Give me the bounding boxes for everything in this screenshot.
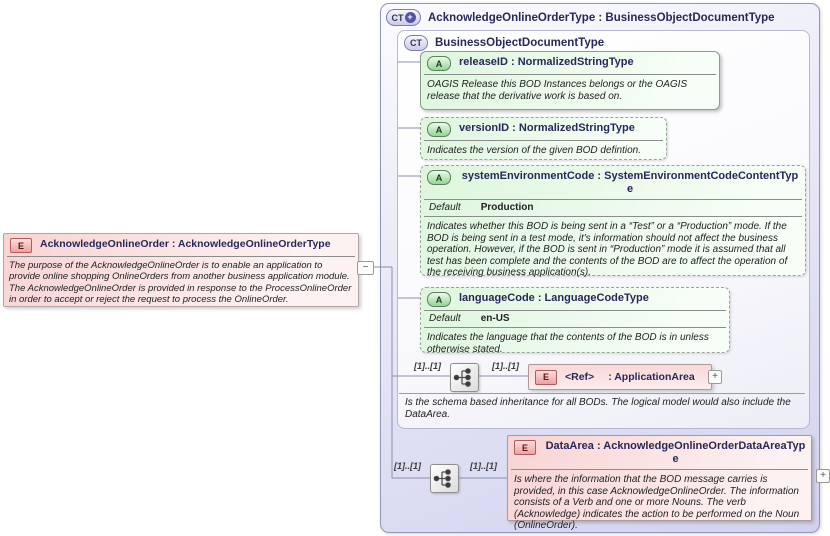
attribute-icon: A — [427, 170, 451, 185]
attribute-annotation: Indicates the language that the contents of the BOD is in unless otherwise stated. — [427, 332, 709, 355]
default-label: Default — [429, 313, 461, 324]
attribute-box-releaseID — [420, 51, 720, 110]
attribute-title: languageCode : LanguageCodeType — [459, 292, 649, 304]
default-label: Default — [429, 202, 461, 213]
attribute-box-languageCode — [420, 287, 730, 353]
derived-plus-icon: + — [405, 12, 416, 23]
attribute-annotation: OAGIS Release this BOD Instances belongs or the OAGIS release that the derivative work is based on. — [427, 79, 688, 102]
divider — [424, 310, 726, 311]
attribute-box-versionID — [420, 117, 667, 160]
cardinality-label: [1]..[1] — [470, 461, 497, 471]
base-type-title: BusinessObjectDocumentType — [435, 37, 605, 49]
attribute-annotation: Indicates the version of the given BOD defintion. — [427, 145, 642, 156]
data-area-element-box — [507, 435, 812, 531]
root-element-box — [3, 233, 359, 307]
cardinality-label: [1]..[1] — [414, 361, 441, 371]
attribute-icon: A — [427, 292, 451, 307]
divider — [424, 327, 726, 328]
default-value: Production — [480, 202, 534, 213]
element-icon: E — [535, 370, 557, 385]
collapse-toggle[interactable]: − — [357, 261, 374, 275]
attribute-icon: A — [427, 56, 451, 71]
attribute-title: releaseID : NormalizedStringType — [459, 56, 634, 68]
element-ref-name: <Ref> — [565, 371, 595, 383]
root-element-title: AcknowledgeOnlineOrder : AcknowledgeOnlineOrderType — [40, 238, 331, 250]
cardinality-label: [1]..[1] — [492, 361, 519, 371]
data-area-annotation: Is where the information that the BOD message carries is provided, in this case AcknowledgeOnlineOrder. The information consists of a Verb and one or more Nouns. The verb (Acknowledge) indicates the action to be performed on the Noun (OnlineOrder). — [514, 474, 800, 531]
application-area-element-box — [528, 364, 712, 390]
expand-toggle-data-area[interactable]: + — [816, 469, 830, 483]
element-icon: E — [514, 440, 536, 455]
attribute-box-systemEnvironmentCode — [420, 165, 806, 276]
element-icon: E — [10, 238, 32, 253]
divider — [424, 199, 802, 200]
sequence-compositor-icon — [450, 363, 479, 392]
ct-badge-label: CT — [391, 12, 404, 23]
divider — [424, 74, 716, 75]
expand-toggle-application-area[interactable]: + — [708, 370, 722, 384]
root-element-annotation: The purpose of the AcknowledgeOnlineOrder is to enable an application to provide online shopping OnlineOrders from another business application module. The AcknowledgeOnlineOrder is provided in response to the ProcessOnlineOrder in order to accept or reject the request to process the OnlineOrder. — [9, 260, 352, 305]
complex-type-title: AcknowledgeOnlineOrderType : BusinessObjectDocumentType — [428, 11, 775, 24]
attribute-annotation: Indicates whether this BOD is being sent in a “Test” or a “Production” mode. If the BOD is being sent in a test mode, it's information should not affect the business operation. However, if the BOD is sent in “Production” mode it is assumed that all test has been complete and the contents of the BOD are to affect the operation of the receiving business application(s). — [427, 221, 788, 278]
data-area-title: DataArea : AcknowledgeOnlineOrderDataAreaType — [545, 440, 806, 465]
default-value: en-US — [480, 313, 510, 324]
cardinality-label: [1]..[1] — [394, 461, 421, 471]
attribute-icon: A — [427, 122, 451, 137]
divider — [424, 140, 663, 141]
attribute-title: versionID : NormalizedStringType — [459, 122, 635, 134]
base-type-annotation: Is the schema based inheritance for all BODs. The logical model would also include the DataArea. — [405, 397, 791, 420]
complex-type-icon: CT — [404, 35, 428, 51]
attribute-title: systemEnvironmentCode : SystemEnvironmentCodeContentType — [461, 170, 799, 195]
divider — [7, 256, 355, 257]
base-type-annotation-divider — [399, 393, 805, 424]
sequence-compositor-icon — [430, 464, 459, 493]
divider — [511, 469, 808, 470]
element-ref-type: : ApplicationArea — [608, 371, 695, 383]
divider — [424, 216, 802, 217]
